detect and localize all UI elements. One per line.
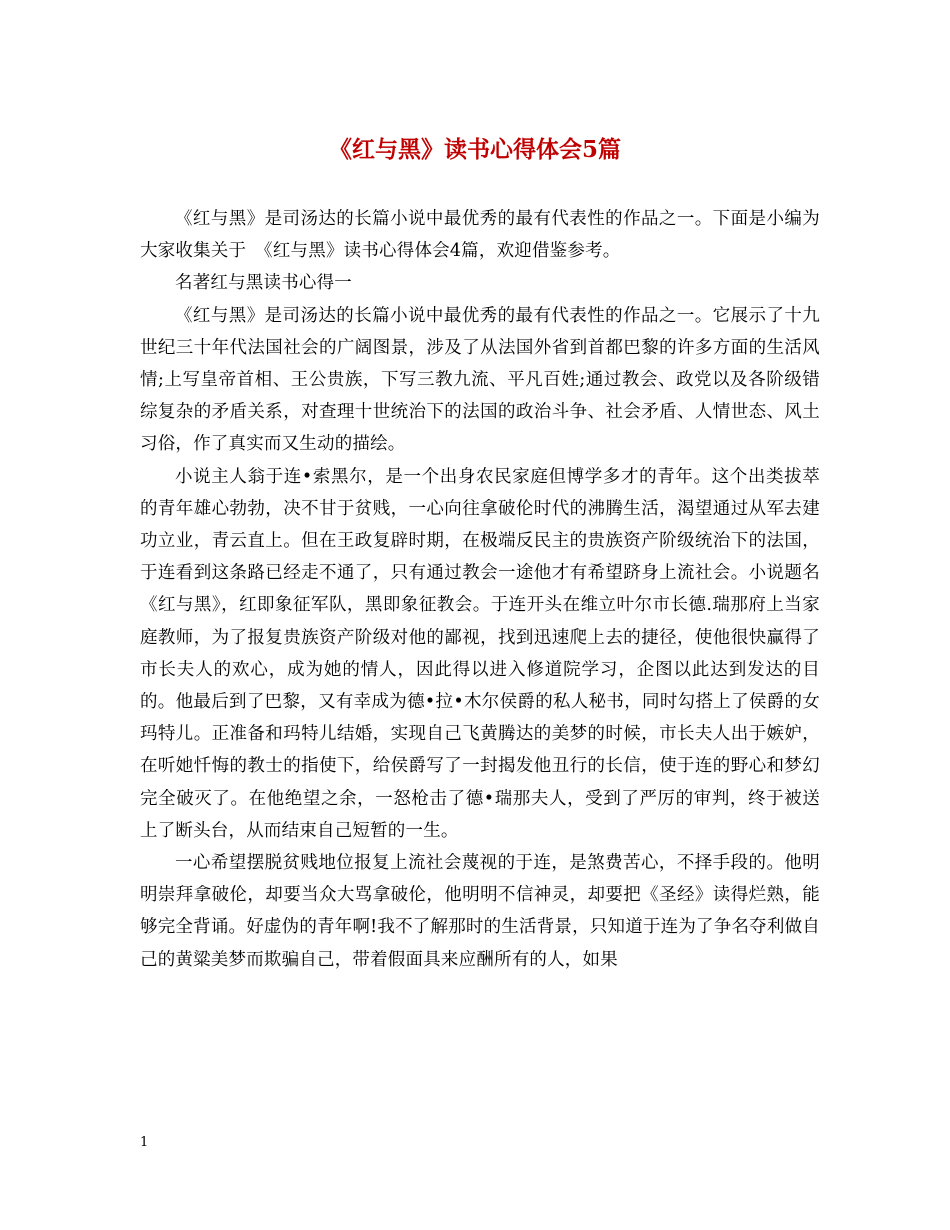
section-heading: 名著红与黑读书心得一 bbox=[175, 273, 352, 294]
document-title: 《红与黑》读书心得体会5篇 bbox=[328, 136, 621, 163]
paragraph-intro: 《红与黑》是司汤达的长篇小说中最优秀的最有代表性的作品之一。下面是小编为大家收集关于 《红与黑》读书心得体会4篇，欢迎借鉴参考。 bbox=[140, 209, 820, 262]
document-body bbox=[140, 203, 820, 976]
paragraph-plot: 小说主人翁于连•索黑尔，是一个出身农民家庭但博学多才的青年。这个出类拔萃的青年雄心勃勃，决不甘于贫贱，一心向往拿破伦时代的沸腾生活，渴望通过从军去建功立业，青云直上。但在王政复辟时期，在极端反民主的贵族资产阶级统治下的法国，于连看到这条路已经走不通了，只有通过教会一途他才有希望跻身上流社会。小说题名《红与黑》，红即象征军队，黑即象征教会。于连开头在维立叶尔市长德.瑞那府上当家庭教师，为了报复贵族资产阶级对他的鄙视，找到迅速爬上去的捷径，使他很快赢得了市长夫人的欢心，成为她的情人，因此得以进入修道院学习，企图以此达到发达的目的。他最后到了巴黎，又有幸成为德•拉•木尔侯爵的私人秘书，同时勾搭上了侯爵的女玛特儿。正准备和玛特儿结婚，实现自己飞黄腾达的美梦的时候，市长夫人出于嫉妒，在听她忏悔的教士的指使下，给侯爵写了一封揭发他丑行的长信，使于连的野心和梦幻完全破灭了。在他绝望之余，一怒枪击了德•瑞那夫人，受到了严厉的审判，终于被送上了断头台，从而结束自己短暂的一生。 bbox=[140, 466, 820, 841]
page-number: 1 bbox=[140, 1135, 149, 1150]
paragraph-analysis: 一心希望摆脱贫贱地位报复上流社会蔑视的于连，是煞费苦心，不择手段的。他明明崇拜拿破伦，却要当众大骂拿破伦，他明明不信神灵，却要把《圣经》读得烂熟，能够完全背诵。好虚伪的青年啊!我不了解那时的生活背景，只知道于连为了争名夺利做自己的黄粱美梦而欺骗自己，带着假面具来应酬所有的人，如果 bbox=[140, 853, 820, 970]
paragraph-overview: 《红与黑》是司汤达的长篇小说中最优秀的最有代表性的作品之一。它展示了十九世纪三十年代法国社会的广阔图景，涉及了从法国外省到首都巴黎的许多方面的生活风情;上写皇帝首相、王公贵族，下写三教九流、平凡百姓;通过教会、政党以及各阶级错综复杂的矛盾关系，对查理十世统治下的法国的政治斗争、社会矛盾、人情世态、风土习俗，作了真实而又生动的描绘。 bbox=[140, 305, 820, 455]
